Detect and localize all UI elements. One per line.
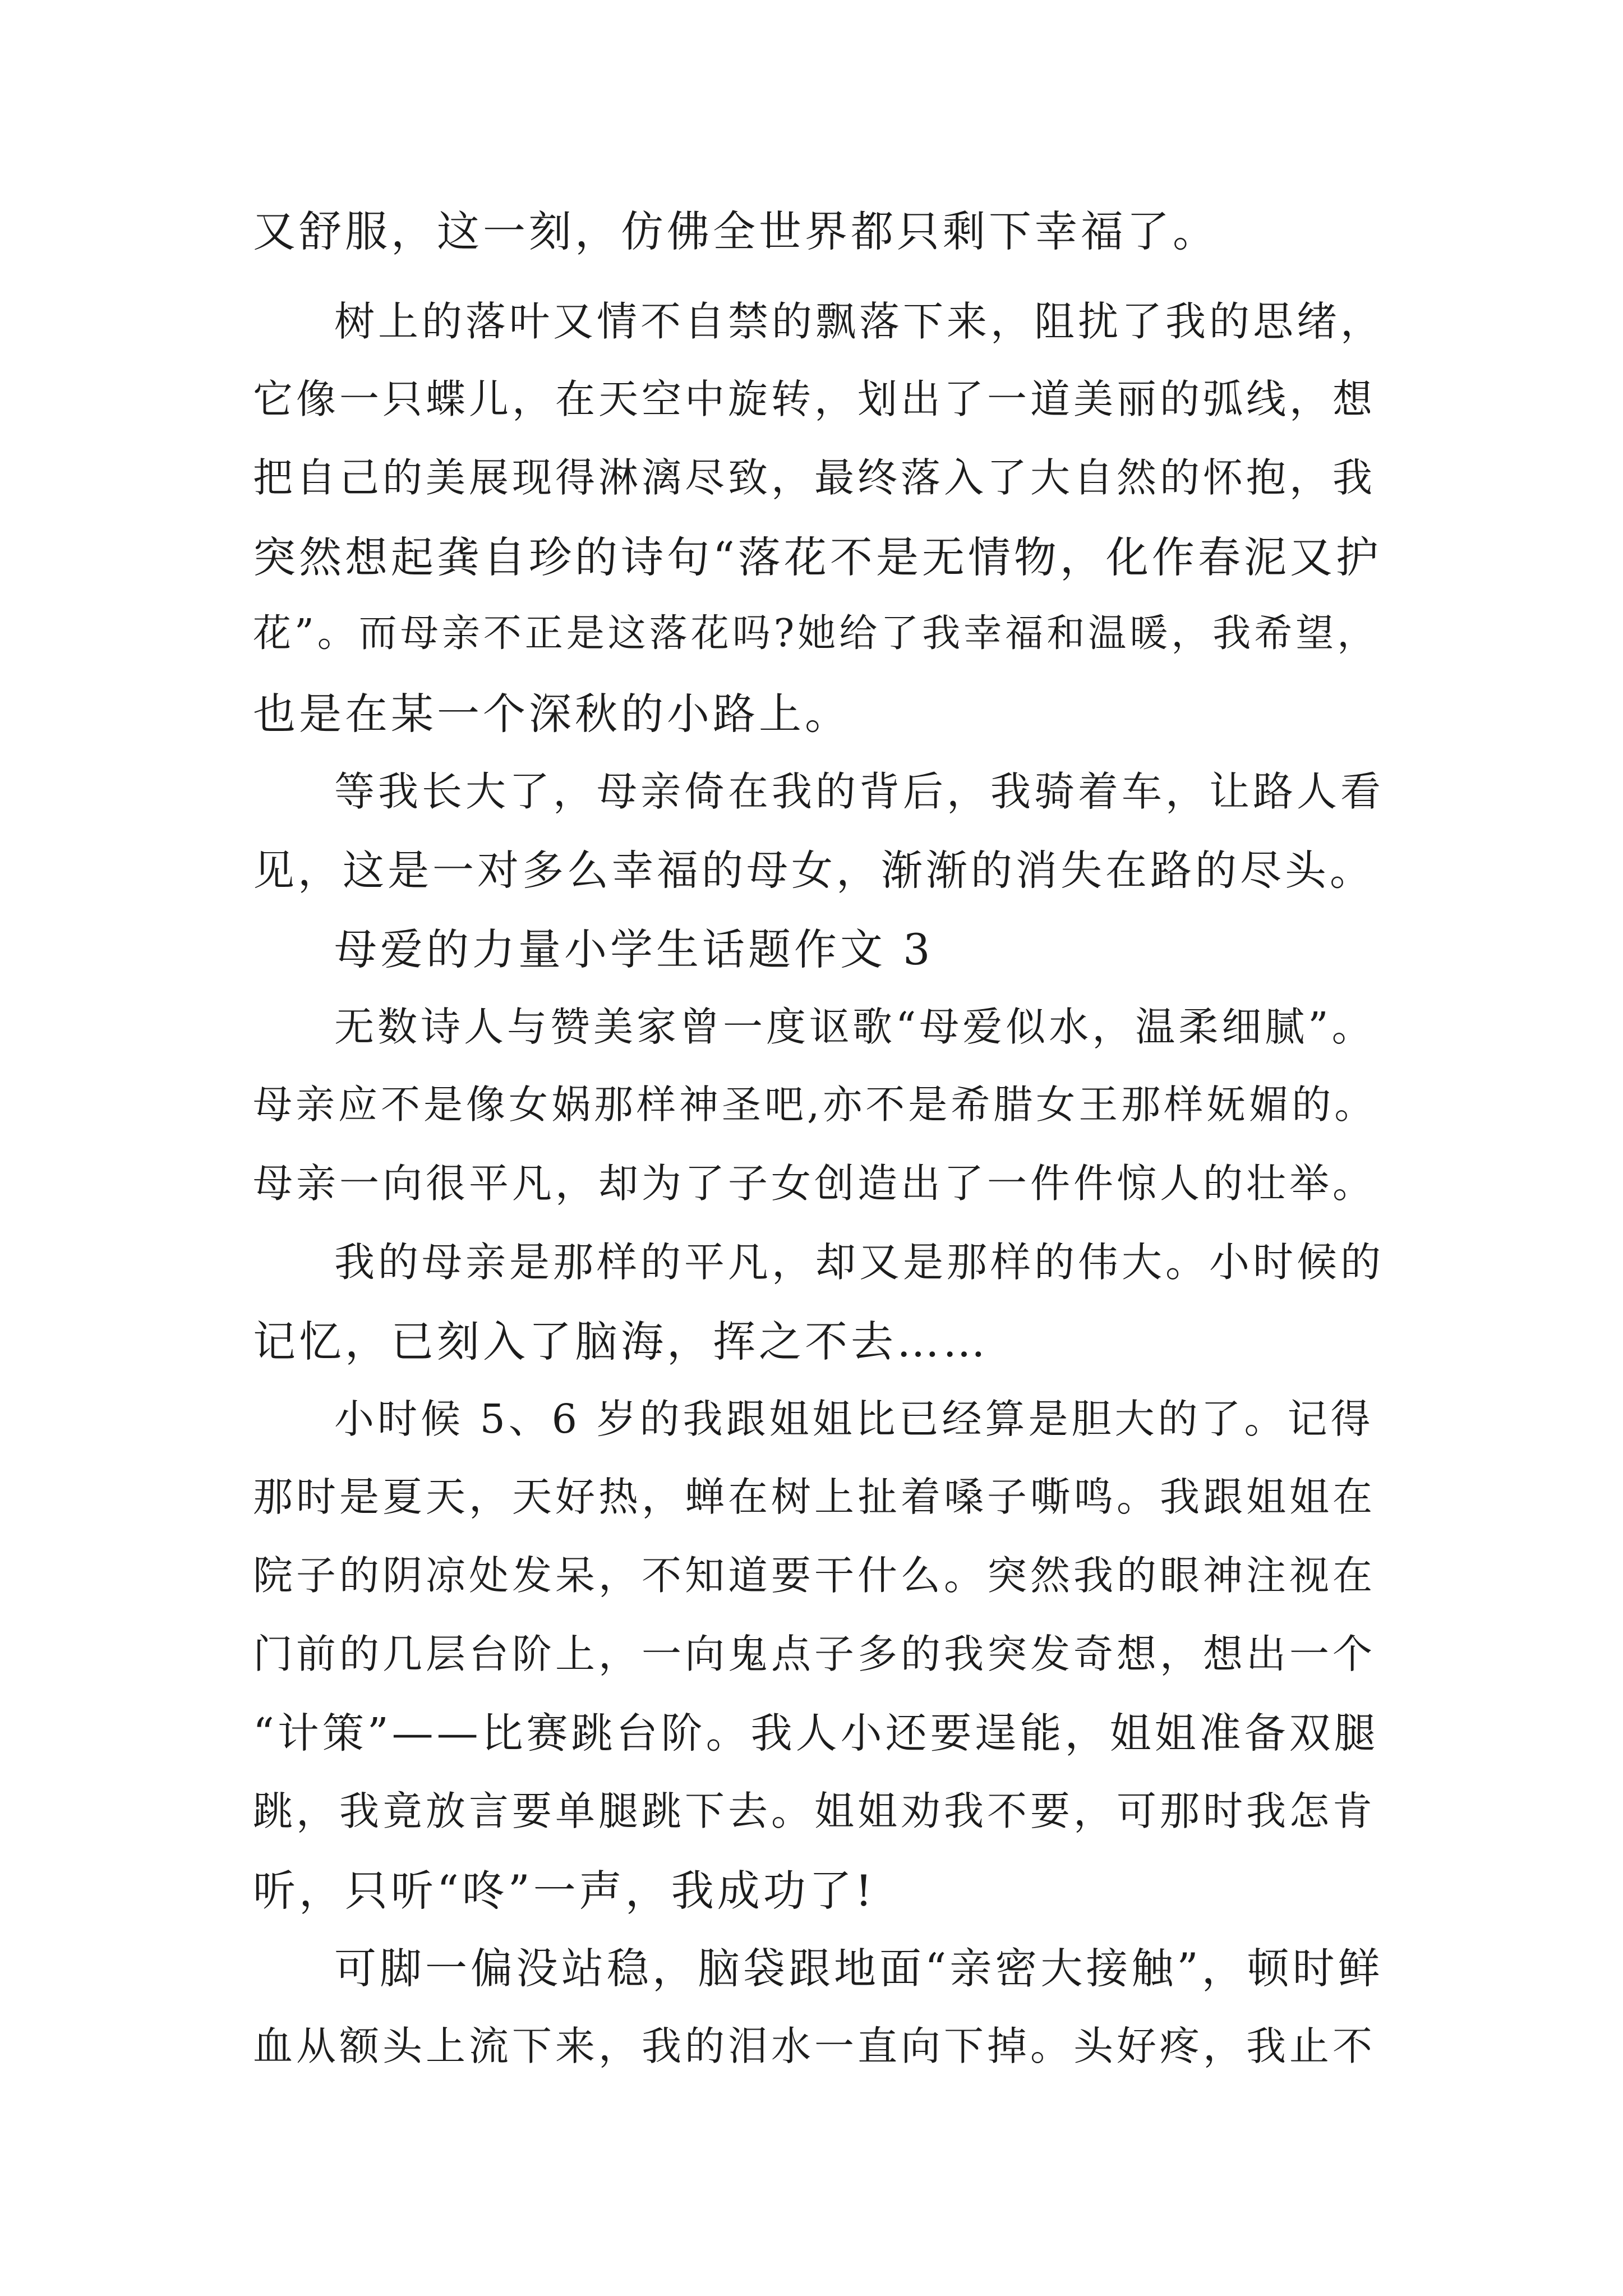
text-line: 门前的几层台阶上，一向鬼点子多的我突发奇想，想出一个 (253, 1631, 1376, 1677)
text-line: 可脚一偏没站稳，脑袋跟地面“亲密大接触”，顿时鲜 (334, 1944, 1384, 1993)
text-line: 院子的阴凉处发呆，不知道要干什么。突然我的眼神注视在 (253, 1552, 1376, 1599)
text-line: 它像一只蝶儿，在天空中旋转，划出了一道美丽的弧线，想 (253, 376, 1376, 422)
text-line: 见，这是一对多么幸福的母女，渐渐的消失在路的尽头。 (253, 846, 1375, 895)
text-line: 听，只听“咚”一声，我成功了! (253, 1866, 876, 1916)
text-line: 突然想起龚自珍的诗句“落花不是无情物，化作春泥又护 (253, 532, 1382, 582)
text-line: 树上的落叶又情不自禁的飘落下来，阻扰了我的思绪， (334, 298, 1385, 345)
text-line: “计策”——比赛跳台阶。我人小还要逞能，姐姐准备双腿 (253, 1709, 1379, 1757)
text-line: 血从额头上流下来，我的泪水一直向下掉。头好疼，我止不 (253, 2023, 1376, 2069)
text-line: 也是在某一个深秋的小路上。 (253, 689, 851, 739)
text-line: 花”。而母亲不正是这落花吗?她给了我幸福和温暖，我希望， (253, 611, 1379, 656)
text-line: 母亲应不是像女娲那样神圣吧,亦不是希腊女王那样妩媚的。 (253, 1082, 1377, 1128)
text-line: 把自己的美展现得淋漓尽致，最终落入了大自然的怀抱，我 (253, 454, 1376, 501)
text-line: 那时是夏天，天好热，蝉在树上扯着嗓子嘶鸣。我跟姐姐在 (253, 1474, 1376, 1520)
text-line: 等我长大了，母亲倚在我的背后，我骑着车，让路人看 (334, 768, 1385, 815)
text-line: 无数诗人与赞美家曾一度讴歌“母爱似水，温柔细腻”。 (334, 1004, 1375, 1050)
text-line: 又舒服，这一刻，仿佛全世界都只剩下幸福了。 (253, 206, 1219, 256)
text-line: 小时候 5、6 岁的我跟姐姐比已经算是胆大的了。记得 (334, 1396, 1374, 1442)
text-line: 我的母亲是那样的平凡，却又是那样的伟大。小时候的 (334, 1239, 1385, 1286)
text-line: 母亲一向很平凡，却为了子女创造出了一件件惊人的壮举。 (253, 1160, 1376, 1207)
section-heading: 母爱的力量小学生话题作文 3 (334, 924, 934, 974)
text-line: 记忆，已刻入了脑海，挥之不去…… (253, 1317, 989, 1366)
text-line: 跳，我竟放言要单腿跳下去。姐姐劝我不要，可那时我怎肯 (253, 1788, 1376, 1834)
